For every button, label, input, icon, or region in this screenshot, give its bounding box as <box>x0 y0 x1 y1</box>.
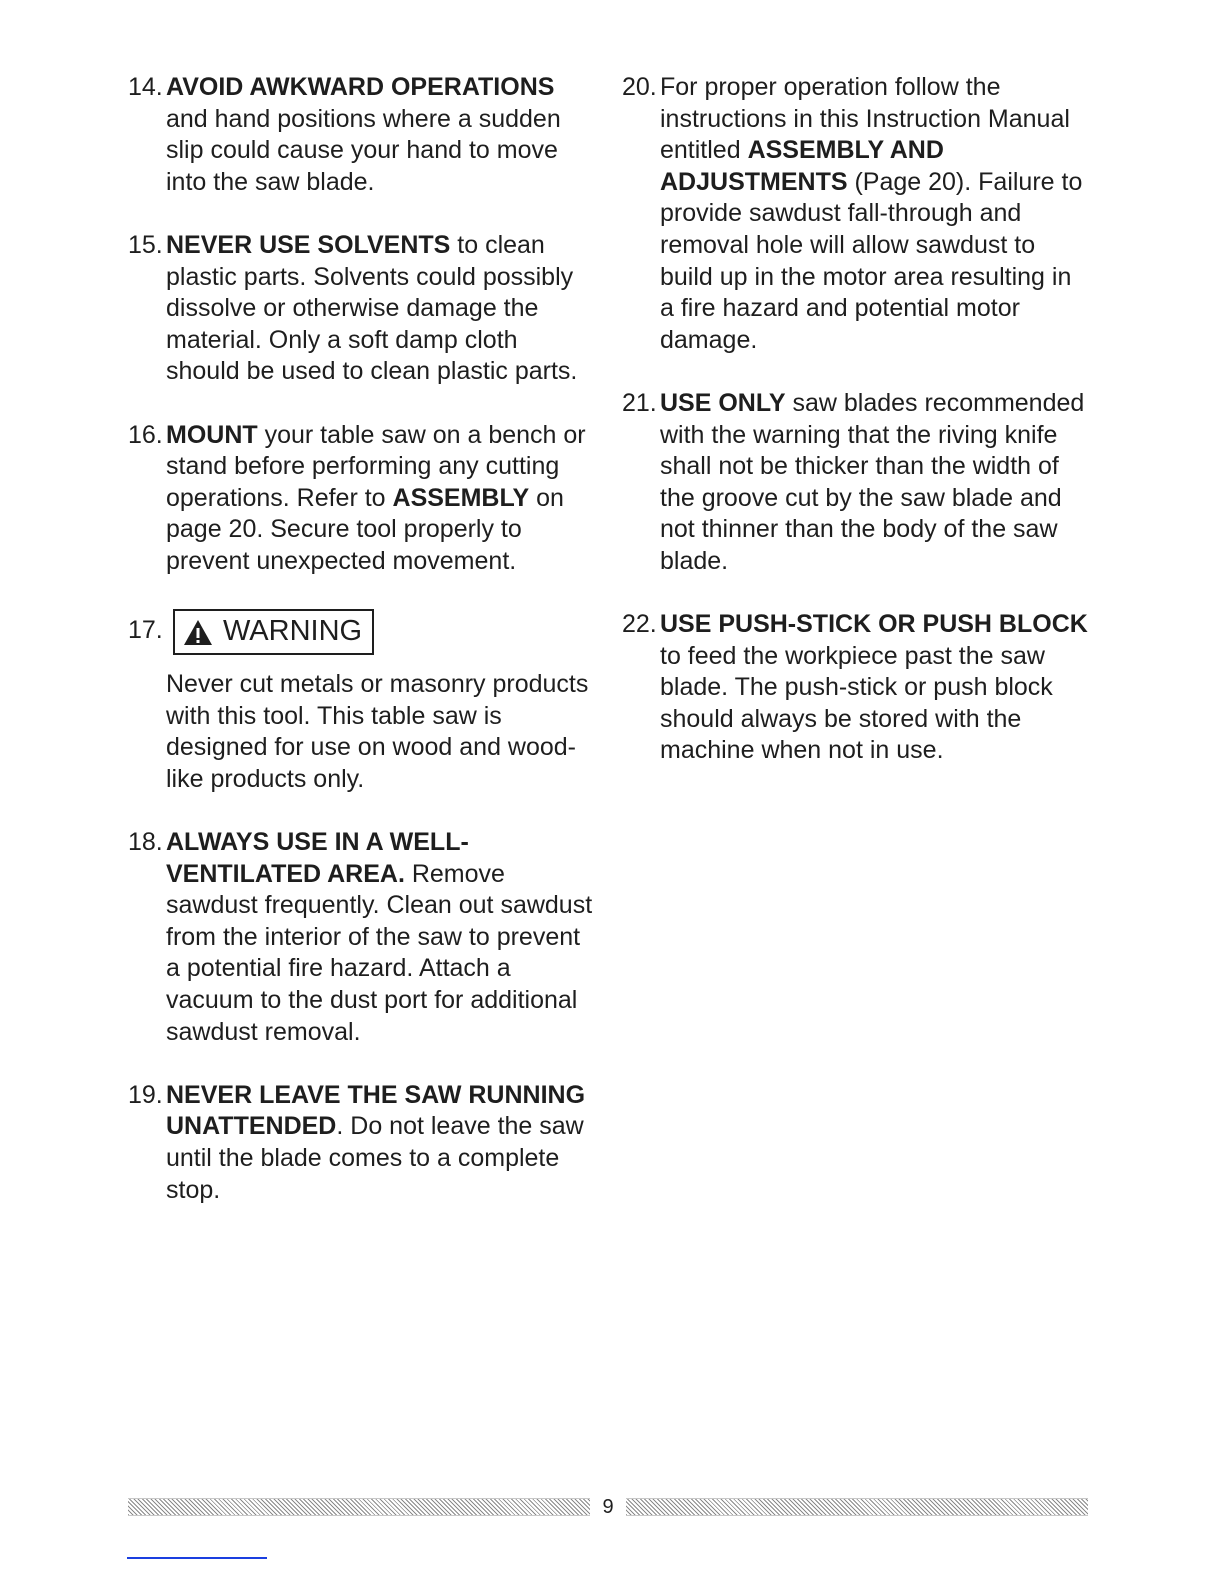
item-heading: NEVER LEAVE THE SAW RUNNING UNATTENDED <box>166 1080 586 1141</box>
item-text: to clean plastic parts. Solvents could possibly dissolve or otherwise damage the material. Only a soft damp cloth should be used to clean plastic parts. <box>166 230 578 386</box>
warning-triangle-icon <box>183 619 213 646</box>
page-number: 9 <box>602 1495 614 1518</box>
item-text: and hand positions where a sudden slip could cause your hand to move into the saw blade. <box>166 104 561 196</box>
warning-row <box>128 609 598 661</box>
blue-underline-rule <box>127 1557 267 1559</box>
safety-item-14 <box>128 72 598 198</box>
warning-label-box <box>173 609 374 655</box>
item-heading: MOUNT <box>166 420 258 449</box>
item-number: 17. <box>128 616 163 645</box>
item-reference: ASSEMBLY <box>392 483 530 512</box>
item-heading: AVOID AWKWARD OPERATIONS <box>166 73 555 101</box>
item-number: 18. <box>128 828 163 857</box>
item-text: your table saw on a bench or stand before performing any cutting operations. Refer to <box>166 420 586 512</box>
safety-item-16 <box>128 420 598 578</box>
right-column <box>622 72 1092 799</box>
safety-item-15 <box>128 230 598 388</box>
safety-item-20 <box>622 72 1092 356</box>
item-heading: USE ONLY <box>660 388 786 417</box>
item-number: 16. <box>128 420 163 449</box>
item-text: Remove sawdust frequently. Clean out sawdust from the interior of the saw to prevent a potential fire hazard. Attach a vacuum to the dust port for additional sawdust removal. <box>166 859 593 1046</box>
item-number: 14. <box>128 73 163 101</box>
page-footer <box>128 1494 1088 1520</box>
item-number: 21. <box>622 388 657 417</box>
footer-rule-right <box>626 1498 1088 1516</box>
item-text: to feed the workpiece past the saw blade. The push-stick or push block should always be stored with the machine when not in use. <box>660 641 1053 765</box>
item-number: 20. <box>622 73 657 101</box>
item-reference: ASSEMBLY AND ADJUSTMENTS <box>660 136 944 196</box>
item-heading: NEVER USE SOLVENTS <box>166 230 451 259</box>
safety-item-17 <box>128 609 598 795</box>
safety-item-19 <box>128 1080 598 1206</box>
item-text: For proper operation follow the instructions in this Instruction Manual entitled <box>660 73 1070 165</box>
item-heading: ALWAYS USE IN A WELL-VENTILATED AREA. <box>166 828 469 888</box>
item-text: on page 20. Secure tool properly to prevent unexpected movement. <box>166 483 564 575</box>
item-text: (Page 20). Failure to provide sawdust fall-through and removal hole will allow sawdust to build up in the motor area resulting in a fire hazard and potential motor damage. <box>660 167 1083 354</box>
warning-label: WARNING <box>223 615 363 648</box>
item-text: . Do not leave the saw until the blade comes to a complete stop. <box>166 1112 584 1204</box>
item-number: 22. <box>622 610 657 639</box>
item-heading: USE PUSH-STICK OR PUSH BLOCK <box>660 610 1088 639</box>
left-column <box>128 72 598 1238</box>
item-number: 19. <box>128 1080 163 1109</box>
safety-item-18 <box>128 827 598 1048</box>
safety-item-21 <box>622 388 1092 578</box>
item-number: 15. <box>128 230 163 259</box>
item-text: Never cut metals or masonry products with this tool. This table saw is designed for use on wood and wood-like products only. <box>166 670 589 793</box>
footer-rule-left <box>128 1498 590 1516</box>
safety-item-22 <box>622 609 1092 767</box>
item-text: saw blades recommended with the warning that the riving knife shall not be thicker than the width of the groove cut by the saw blade and not thinner than the body of the saw blade. <box>660 388 1085 575</box>
